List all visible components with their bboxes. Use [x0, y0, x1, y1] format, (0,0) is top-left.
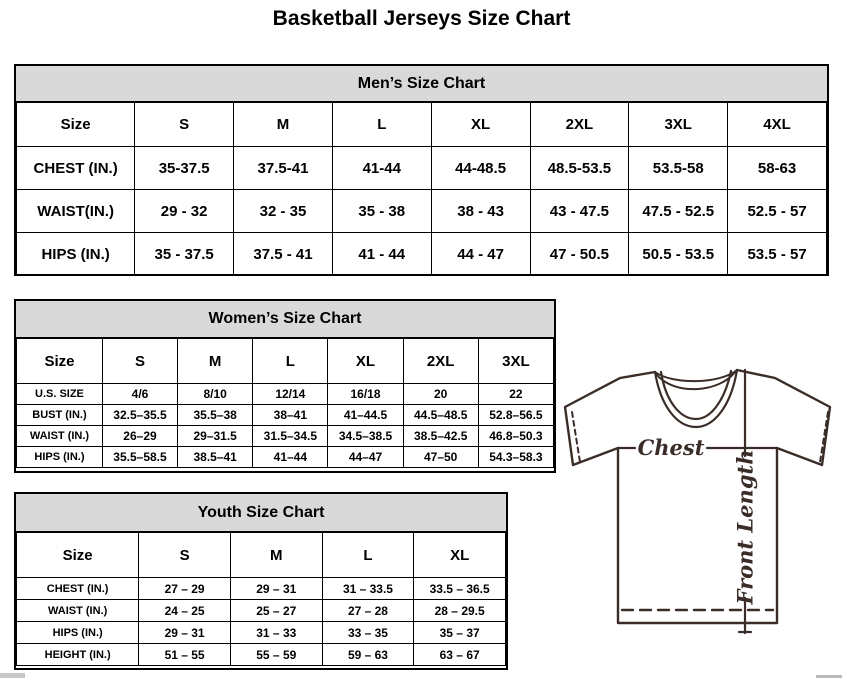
column-header: Size	[17, 533, 139, 578]
table-cell: 29 – 31	[230, 578, 322, 600]
table-cell: 55 – 59	[230, 644, 322, 666]
column-header: S	[139, 533, 231, 578]
womens-size-chart	[14, 299, 556, 473]
table-cell: 29 - 32	[135, 190, 234, 233]
table-cell: 32.5–35.5	[102, 405, 177, 426]
table-cell: 47–50	[403, 447, 478, 468]
table-cell: 53.5 - 57	[728, 233, 827, 276]
table-cell: 41 - 44	[332, 233, 431, 276]
table-cell: 44–47	[328, 447, 403, 468]
table-cell: 31 – 33	[230, 622, 322, 644]
table-cell: 12/14	[253, 384, 328, 405]
table-row	[17, 426, 554, 447]
womens-size-table	[16, 338, 554, 468]
table-cell: 43 - 47.5	[530, 190, 629, 233]
table-cell: 38.5–41	[178, 447, 253, 468]
scrollbar-fragment-left[interactable]	[0, 673, 25, 678]
table-cell: 44 - 47	[431, 233, 530, 276]
table-cell: 47.5 - 52.5	[629, 190, 728, 233]
column-header: L	[322, 533, 414, 578]
table-cell: 41-44	[332, 147, 431, 190]
column-header: M	[234, 103, 333, 147]
table-cell: 47 - 50.5	[530, 233, 629, 276]
column-header: 2XL	[403, 339, 478, 384]
womens-chart-banner: Women’s Size Chart	[16, 301, 554, 338]
row-label: WAIST (IN.)	[17, 426, 103, 447]
table-cell: 31 – 33.5	[322, 578, 414, 600]
column-header: XL	[414, 533, 506, 578]
table-row	[17, 384, 554, 405]
table-cell: 24 – 25	[139, 600, 231, 622]
column-header: M	[230, 533, 322, 578]
table-cell: 52.5 - 57	[728, 190, 827, 233]
table-row	[17, 447, 554, 468]
table-cell: 29–31.5	[178, 426, 253, 447]
table-cell: 35-37.5	[135, 147, 234, 190]
column-header: 4XL	[728, 103, 827, 147]
column-header: XL	[328, 339, 403, 384]
table-cell: 53.5-58	[629, 147, 728, 190]
table-cell: 4/6	[102, 384, 177, 405]
table-cell: 22	[478, 384, 553, 405]
table-cell: 44-48.5	[431, 147, 530, 190]
table-cell: 48.5-53.5	[530, 147, 629, 190]
table-cell: 58-63	[728, 147, 827, 190]
row-label: WAIST (IN.)	[17, 600, 139, 622]
column-header: L	[332, 103, 431, 147]
table-cell: 38 - 43	[431, 190, 530, 233]
mens-size-chart	[14, 64, 829, 276]
table-cell: 41–44	[253, 447, 328, 468]
front-length-label: Front Length	[732, 449, 758, 605]
table-cell: 38–41	[253, 405, 328, 426]
table-cell: 59 – 63	[322, 644, 414, 666]
column-header: 3XL	[629, 103, 728, 147]
table-cell: 52.8–56.5	[478, 405, 553, 426]
table-cell: 8/10	[178, 384, 253, 405]
jersey-measurement-diagram	[558, 360, 842, 660]
row-label: WAIST(IN.)	[17, 190, 135, 233]
header-row	[17, 339, 554, 384]
row-label: BUST (IN.)	[17, 405, 103, 426]
column-header: Size	[17, 103, 135, 147]
table-cell: 26–29	[102, 426, 177, 447]
row-label: HIPS (IN.)	[17, 233, 135, 276]
page-title: Basketball Jerseys Size Chart	[272, 7, 571, 30]
table-cell: 33 – 35	[322, 622, 414, 644]
table-row	[17, 644, 506, 666]
column-header: Size	[17, 339, 103, 384]
table-cell: 63 – 67	[414, 644, 506, 666]
table-cell: 50.5 - 53.5	[629, 233, 728, 276]
scrollbar-fragment-right[interactable]	[816, 675, 842, 678]
table-row	[17, 190, 827, 233]
row-label: HEIGHT (IN.)	[17, 644, 139, 666]
table-cell: 32 - 35	[234, 190, 333, 233]
table-row	[17, 147, 827, 190]
table-cell: 25 – 27	[230, 600, 322, 622]
row-label: HIPS (IN.)	[17, 622, 139, 644]
jersey-diagram-icon	[558, 360, 842, 660]
table-row	[17, 405, 554, 426]
table-cell: 51 – 55	[139, 644, 231, 666]
table-cell: 35 – 37	[414, 622, 506, 644]
table-cell: 35.5–38	[178, 405, 253, 426]
row-label: CHEST (IN.)	[17, 578, 139, 600]
table-cell: 41–44.5	[328, 405, 403, 426]
table-cell: 35.5–58.5	[102, 447, 177, 468]
column-header: M	[178, 339, 253, 384]
table-cell: 54.3–58.3	[478, 447, 553, 468]
table-cell: 35 - 37.5	[135, 233, 234, 276]
table-cell: 34.5–38.5	[328, 426, 403, 447]
table-cell: 27 – 29	[139, 578, 231, 600]
table-cell: 46.8–50.3	[478, 426, 553, 447]
table-cell: 37.5-41	[234, 147, 333, 190]
column-header: L	[253, 339, 328, 384]
table-cell: 29 – 31	[139, 622, 231, 644]
chest-label: Chest	[637, 435, 705, 460]
table-cell: 16/18	[328, 384, 403, 405]
table-cell: 35 - 38	[332, 190, 431, 233]
table-cell: 33.5 – 36.5	[414, 578, 506, 600]
table-cell: 28 – 29.5	[414, 600, 506, 622]
table-row	[17, 233, 827, 276]
column-header: S	[135, 103, 234, 147]
table-cell: 20	[403, 384, 478, 405]
row-label: HIPS (IN.)	[17, 447, 103, 468]
table-row	[17, 600, 506, 622]
table-row	[17, 622, 506, 644]
header-row	[17, 103, 827, 147]
youth-size-table	[16, 532, 506, 666]
column-header: XL	[431, 103, 530, 147]
column-header: 3XL	[478, 339, 553, 384]
table-cell: 44.5–48.5	[403, 405, 478, 426]
mens-size-table	[16, 102, 827, 276]
column-header: 2XL	[530, 103, 629, 147]
row-label: CHEST (IN.)	[17, 147, 135, 190]
table-cell: 31.5–34.5	[253, 426, 328, 447]
table-cell: 38.5–42.5	[403, 426, 478, 447]
table-cell: 37.5 - 41	[234, 233, 333, 276]
youth-size-chart	[14, 492, 508, 670]
table-row	[17, 578, 506, 600]
table-cell: 27 – 28	[322, 600, 414, 622]
mens-chart-banner: Men’s Size Chart	[16, 66, 827, 102]
youth-chart-banner: Youth Size Chart	[16, 494, 506, 532]
row-label: U.S. SIZE	[17, 384, 103, 405]
header-row	[17, 533, 506, 578]
column-header: S	[102, 339, 177, 384]
